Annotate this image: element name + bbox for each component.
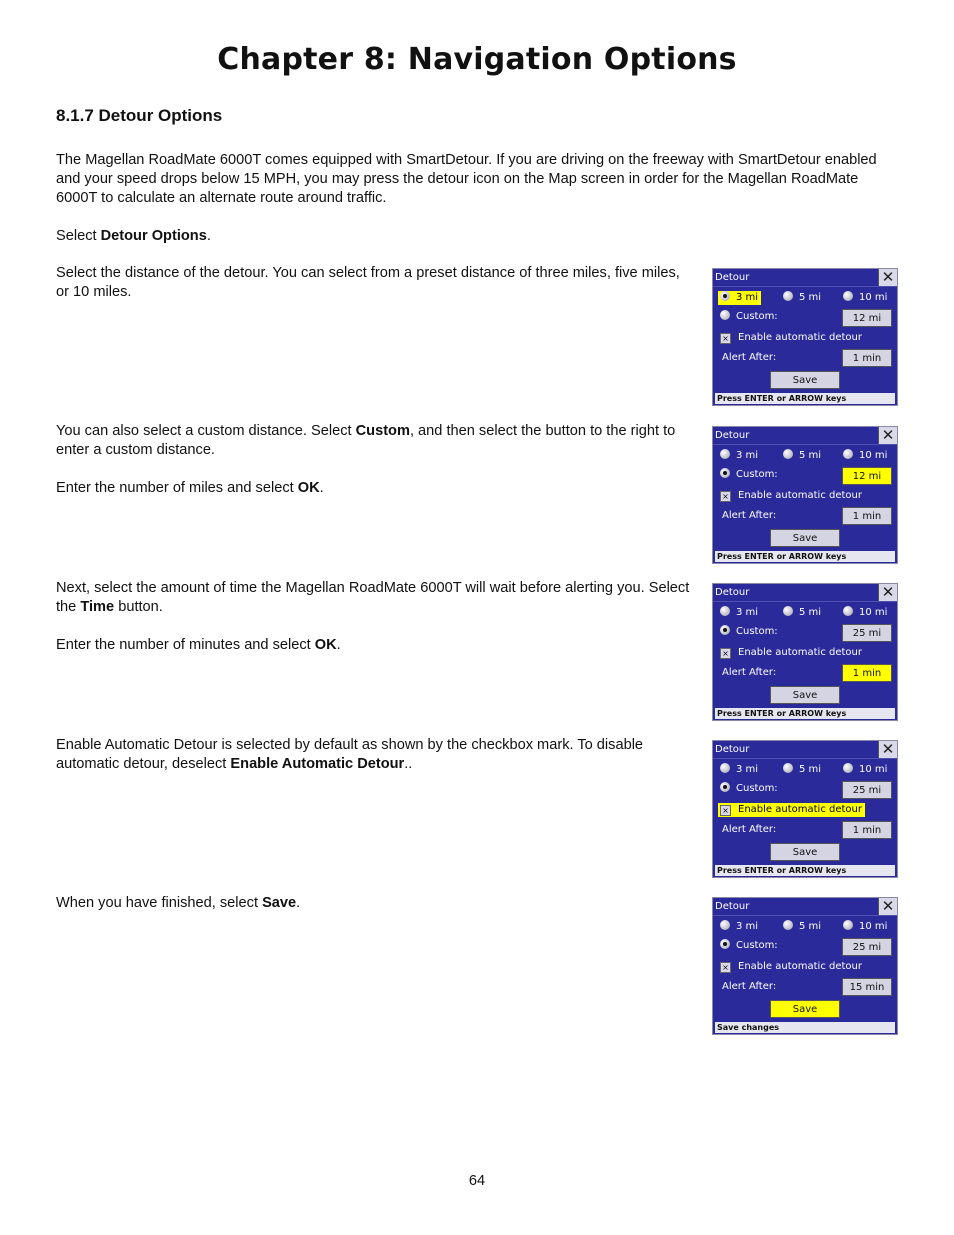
option-3mi[interactable]: 3 mi: [718, 920, 761, 934]
status-bar: Save changes: [715, 1022, 895, 1033]
chapter-title: Chapter 8: Navigation Options: [217, 42, 737, 77]
alert-after-label: Alert After:: [722, 510, 777, 521]
status-bar: Press ENTER or ARROW keys: [715, 708, 895, 719]
radio-icon: [720, 606, 730, 616]
screen-title: Detour: [713, 584, 897, 602]
close-icon[interactable]: ✕: [878, 898, 897, 915]
radio-icon: [720, 920, 730, 930]
option-10mi[interactable]: 10 mi: [841, 763, 890, 777]
save-button[interactable]: Save: [770, 1000, 840, 1018]
custom-distance-button[interactable]: 12 mi: [842, 309, 892, 327]
alert-time-button[interactable]: 15 min: [842, 978, 892, 996]
radio-icon: [783, 763, 793, 773]
option-10mi[interactable]: 10 mi: [841, 606, 890, 620]
auto-detour-paragraph: Enable Automatic Detour is selected by default as shown by the checkbox mark. To disable automatic detour, deselect Enable Automatic Detour..: [56, 737, 644, 772]
page-number: 64: [468, 1173, 486, 1189]
alert-after-label: Alert After:: [722, 981, 777, 992]
alert-after-label: Alert After:: [722, 824, 777, 835]
radio-icon: [843, 291, 853, 301]
screen-title: Detour: [713, 427, 897, 445]
status-bar: Press ENTER or ARROW keys: [715, 865, 895, 876]
detour-screen-1: [712, 268, 898, 406]
enable-auto-detour-checkbox[interactable]: × Enable automatic detour: [718, 803, 865, 817]
radio-icon: [783, 606, 793, 616]
custom-paragraph: You can also select a custom distance. Select Custom, and then select the button to the right to enter a custom distance.: [56, 423, 676, 458]
option-5mi[interactable]: 5 mi: [781, 606, 824, 620]
option-custom[interactable]: Custom:: [718, 939, 781, 953]
custom-distance-button[interactable]: 25 mi: [842, 781, 892, 799]
radio-icon: [843, 449, 853, 459]
radio-icon: [720, 449, 730, 459]
save-button[interactable]: Save: [770, 529, 840, 547]
option-3mi[interactable]: 3 mi: [718, 606, 761, 620]
radio-icon: [720, 625, 730, 635]
option-custom[interactable]: Custom:: [718, 310, 781, 324]
checkbox-icon: ×: [720, 491, 731, 502]
screen-title: Detour: [713, 898, 897, 916]
checkbox-icon: ×: [720, 805, 731, 816]
custom-distance-button[interactable]: 12 mi: [842, 467, 892, 485]
select-detour-paragraph: Select Detour Options.: [56, 228, 211, 244]
alert-time-button[interactable]: 1 min: [842, 821, 892, 839]
alert-time-button[interactable]: 1 min: [842, 349, 892, 367]
enable-auto-detour-checkbox[interactable]: × Enable automatic detour: [718, 489, 865, 503]
status-bar: Press ENTER or ARROW keys: [715, 393, 895, 404]
radio-icon: [783, 449, 793, 459]
miles-paragraph: Enter the number of miles and select OK.: [56, 480, 324, 496]
detour-screen-3: [712, 583, 898, 721]
detour-screen-5: [712, 897, 898, 1035]
checkbox-icon: ×: [720, 333, 731, 344]
section-heading: 8.1.7 Detour Options: [56, 106, 223, 125]
checkbox-icon: ×: [720, 962, 731, 973]
option-3mi[interactable]: 3 mi: [718, 291, 761, 305]
radio-icon: [720, 291, 730, 301]
radio-icon: [720, 468, 730, 478]
radio-icon: [783, 920, 793, 930]
option-3mi[interactable]: 3 mi: [718, 763, 761, 777]
screen-title: Detour: [713, 269, 897, 287]
distance-paragraph: Select the distance of the detour. You can select from a preset distance of three miles, five miles, or 10 miles.: [56, 265, 680, 300]
custom-distance-button[interactable]: 25 mi: [842, 624, 892, 642]
close-icon[interactable]: ✕: [878, 269, 897, 286]
option-10mi[interactable]: 10 mi: [841, 920, 890, 934]
close-icon[interactable]: ✕: [878, 741, 897, 758]
status-bar: Press ENTER or ARROW keys: [715, 551, 895, 562]
close-icon[interactable]: ✕: [878, 584, 897, 601]
detour-screen-2: [712, 426, 898, 564]
minutes-paragraph: Enter the number of minutes and select OK.: [56, 637, 341, 653]
enable-auto-detour-checkbox[interactable]: × Enable automatic detour: [718, 646, 865, 660]
option-custom[interactable]: Custom:: [718, 468, 781, 482]
option-5mi[interactable]: 5 mi: [781, 449, 824, 463]
option-10mi[interactable]: 10 mi: [841, 291, 890, 305]
option-3mi[interactable]: 3 mi: [718, 449, 761, 463]
radio-icon: [783, 291, 793, 301]
option-5mi[interactable]: 5 mi: [781, 763, 824, 777]
time-paragraph: Next, select the amount of time the Magellan RoadMate 6000T will wait before alerting you. Select the Time button.: [56, 580, 690, 615]
save-button[interactable]: Save: [770, 843, 840, 861]
radio-icon: [720, 939, 730, 949]
detour-screen-4: [712, 740, 898, 878]
option-5mi[interactable]: 5 mi: [781, 920, 824, 934]
option-custom[interactable]: Custom:: [718, 782, 781, 796]
save-button[interactable]: Save: [770, 371, 840, 389]
save-paragraph: When you have finished, select Save.: [56, 895, 301, 911]
save-button[interactable]: Save: [770, 686, 840, 704]
alert-after-label: Alert After:: [722, 667, 777, 678]
checkbox-icon: ×: [720, 648, 731, 659]
close-icon[interactable]: ✕: [878, 427, 897, 444]
radio-icon: [720, 310, 730, 320]
option-custom[interactable]: Custom:: [718, 625, 781, 639]
radio-icon: [843, 606, 853, 616]
enable-auto-detour-checkbox[interactable]: × Enable automatic detour: [718, 331, 865, 345]
radio-icon: [720, 763, 730, 773]
option-10mi[interactable]: 10 mi: [841, 449, 890, 463]
custom-distance-button[interactable]: 25 mi: [842, 938, 892, 956]
alert-time-button[interactable]: 1 min: [842, 507, 892, 525]
intro-paragraph: The Magellan RoadMate 6000T comes equipped with SmartDetour. If you are driving on the freeway with SmartDetour enabled and your speed drops below 15 MPH, you may press the detour icon on the Map screen in order for the Magellan RoadMate 6000T to calculate an alternate route around traffic.: [56, 152, 877, 206]
radio-icon: [843, 763, 853, 773]
alert-time-button[interactable]: 1 min: [842, 664, 892, 682]
enable-auto-detour-checkbox[interactable]: × Enable automatic detour: [718, 960, 865, 974]
radio-icon: [843, 920, 853, 930]
screen-title: Detour: [713, 741, 897, 759]
alert-after-label: Alert After:: [722, 352, 777, 363]
option-5mi[interactable]: 5 mi: [781, 291, 824, 305]
radio-icon: [720, 782, 730, 792]
